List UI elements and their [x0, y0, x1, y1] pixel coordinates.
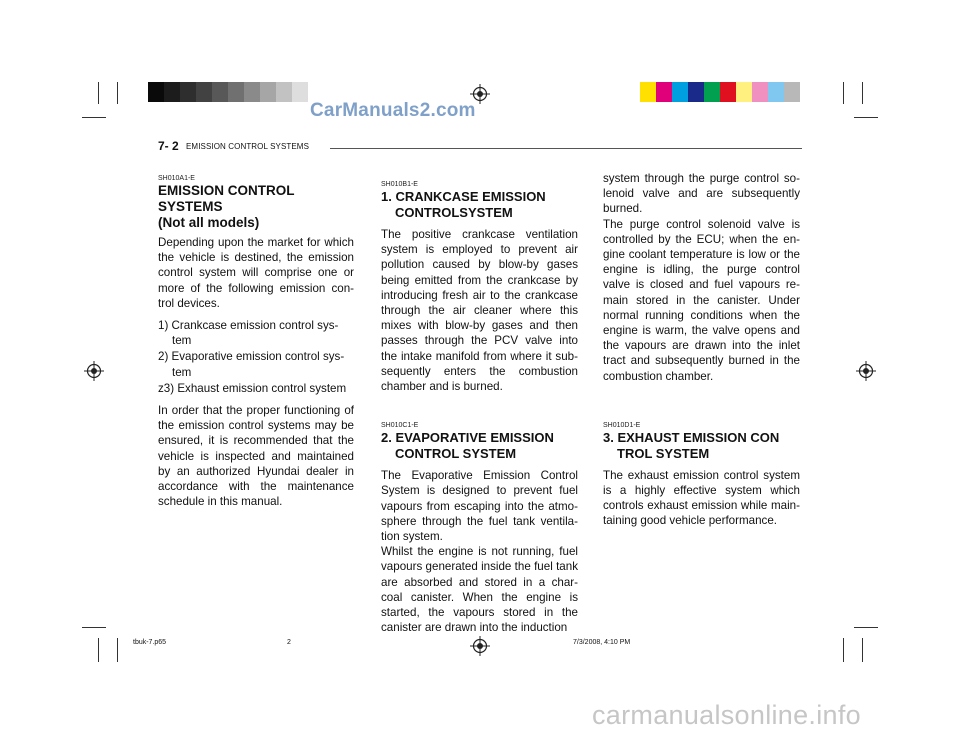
exhaust-body: The exhaust emission control system is a highly effective system which controls exhaust emission while main- taining good vehicle performance. [603, 468, 800, 528]
crankcase-heading [381, 189, 578, 221]
registration-target-icon [856, 361, 876, 381]
heading-line1: 2. EVAPORATIVE EMISSION [381, 430, 554, 446]
registration-target-icon [84, 361, 104, 381]
exhaust-heading [603, 430, 800, 462]
column-2 [381, 180, 578, 635]
column-3 [603, 171, 800, 529]
calibration-swatch [640, 82, 656, 102]
calibration-swatch [752, 82, 768, 102]
continuation-paragraph-1: system through the purge control so- lenoid valve and are subsequently burned. [603, 172, 800, 216]
intro-paragraph: Depending upon the market for which the vehicle is destined, the emission control system will comprise one or more of the following emission con- trol devices. [158, 236, 354, 310]
column-1 [158, 174, 354, 509]
calibration-swatch [736, 82, 752, 102]
calibration-swatch [704, 82, 720, 102]
footer-page: 2 [287, 639, 291, 646]
calibration-swatch [164, 82, 180, 102]
device-list [158, 318, 354, 396]
page-number: 7- 2 [158, 139, 179, 153]
section-code: SH010B1-E [381, 181, 418, 188]
calibration-swatch [688, 82, 704, 102]
calibration-swatch [292, 82, 308, 102]
list-item: z3) Exhaust emission control system [158, 381, 347, 395]
main-heading [158, 183, 354, 231]
calibration-swatch [276, 82, 292, 102]
crankcase-body: The positive crankcase ventilation system is employed to prevent air pollution caused by blow-by gases being emitted from the crankcase by introducing fresh air to the crankcase through the air cleaner where this mixes with blow-by gases and then passes through the PCV valve into the intake manifold from where it sub- sequently enters the combustion chamber and is burned. [381, 228, 578, 394]
registration-target-icon [470, 636, 490, 656]
main-heading-line2: (Not all models) [158, 215, 260, 230]
evaporative-body-1: The Evaporative Emission Control System is designed to prevent fuel vapours from escaping into the atmo- sphere through the fuel tank ventila- tion system. [381, 469, 578, 544]
section-code: SH010C1-E [381, 422, 419, 430]
calibration-swatch [260, 82, 276, 102]
watermark-top: CarManuals2.com [310, 100, 476, 121]
calibration-swatch [196, 82, 212, 102]
calibration-swatch [212, 82, 228, 102]
calibration-swatch [228, 82, 244, 102]
heading-line2: CONTROLSYSTEM [395, 205, 513, 220]
calibration-swatch [672, 82, 688, 102]
closing-paragraph: In order that the proper functioning of the emission control systems may be ensured, it is recommended that the vehicle is inspected and maintained by an authorized Hyundai dealer in accordance with the maintenance schedule in this manual. [158, 404, 354, 509]
footer-filename: tbuk-7.p65 [133, 639, 167, 646]
calibration-swatch [148, 82, 164, 102]
calibration-swatch [244, 82, 260, 102]
watermark-bottom: carmanualsonline.info [592, 700, 861, 730]
calibration-swatch [656, 82, 672, 102]
continuation-paragraph-2: The purge control solenoid valve is controlled by the ECU; when the en- gine coolant temperature is low or the engine is idling, the purge control valve is closed and fuel vapours re- main stored in the canister. Under normal running conditions when the engine is warm, the valve opens and the vapours are drawn into the inlet tract and subsequently burned in the combustion chamber. [603, 217, 800, 383]
evaporative-heading [381, 430, 578, 462]
heading-line2: TROL SYSTEM [617, 445, 710, 461]
list-item: 2) Evaporative emission control sys- tem [158, 350, 345, 379]
header-divider [330, 148, 802, 149]
section-title: EMISSION CONTROL SYSTEMS [186, 142, 310, 151]
calibration-swatch [784, 82, 800, 102]
section-code: SH010D1-E [603, 421, 641, 429]
main-heading-line1: EMISSION CONTROL SYSTEMS [158, 183, 295, 214]
list-item: 1) Crankcase emission control sys- tem [158, 319, 339, 348]
heading-line2: CONTROL SYSTEM [395, 446, 517, 462]
section-code: SH010A1-E [158, 175, 195, 182]
calibration-swatch [768, 82, 784, 102]
evaporative-body-2: Whilst the engine is not running, fuel vapours generated inside the fuel tank are absorbed and stored in a char- coal canister. When the engine is started, the vapours stored in the canister are drawn into the induction [381, 545, 578, 635]
heading-line1: 3. EXHAUST EMISSION CON [603, 429, 780, 445]
color-calibration-bar [640, 82, 800, 102]
calibration-swatch [720, 82, 736, 102]
grayscale-calibration-bar [148, 82, 308, 102]
calibration-swatch [180, 82, 196, 102]
heading-line1: 1. CRANKCASE EMISSION [381, 189, 546, 204]
footer-datetime: 7/3/2008, 4:10 PM [573, 639, 631, 646]
